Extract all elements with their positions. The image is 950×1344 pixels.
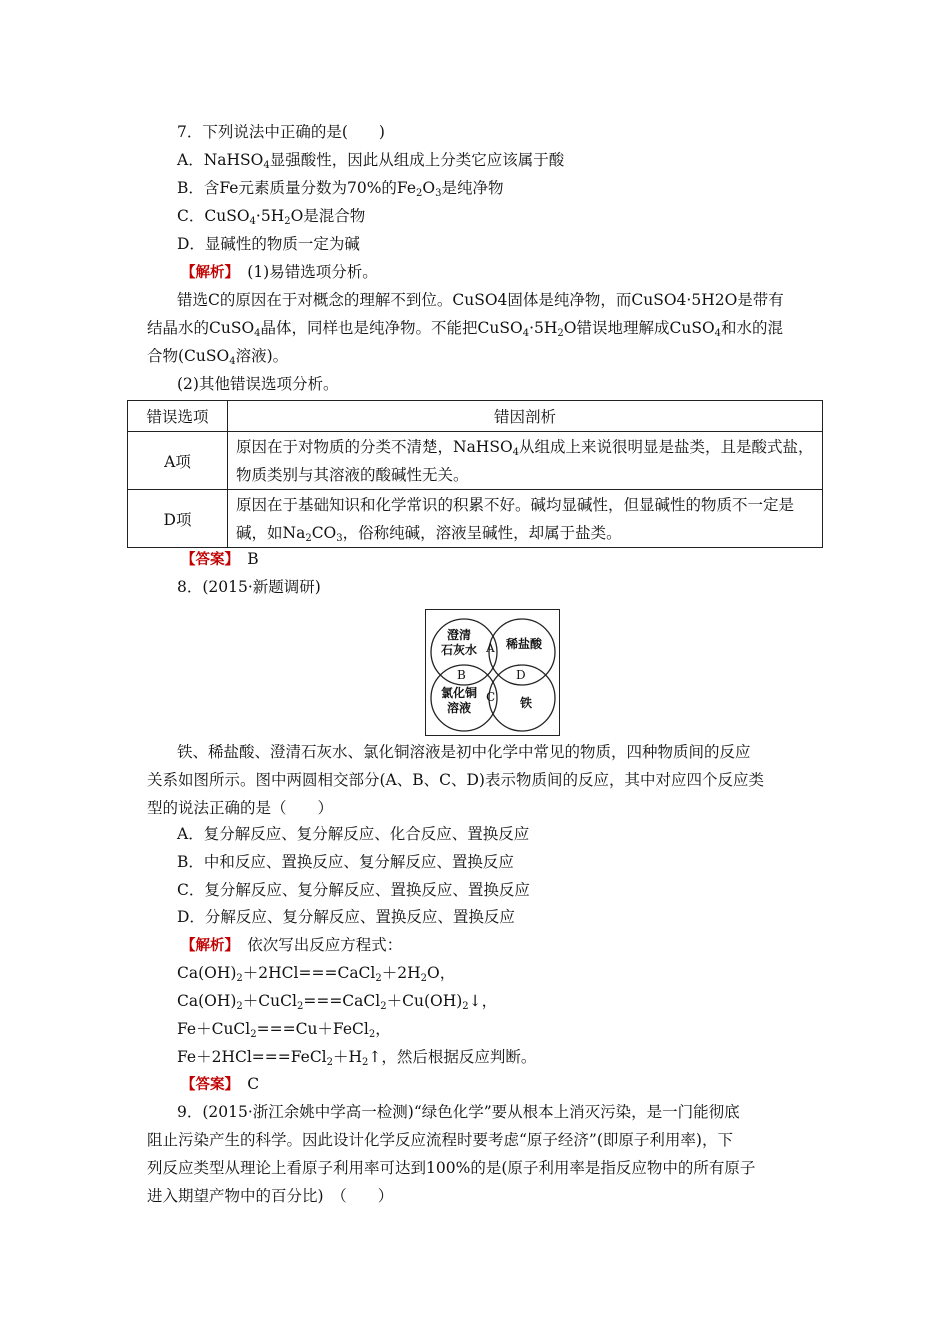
venn-intersection-c: C — [486, 690, 496, 704]
q7-explain-line2: 结晶水的CuSO$_4$晶体，同样也是纯净物。不能把$CuSO_4\cdot 5H_2O$错误地理解成CuSO$_4$和水的混 — [147, 319, 784, 339]
table-cell-option: D项 — [128, 490, 228, 548]
q8-text-line1: 铁、稀盐酸、澄清石灰水、氯化铜溶液是初中化学中常见的物质，四种物质间的反应 — [177, 743, 751, 761]
q8-option-a: A．复分解反应、复分解反应、化合反应、置换反应 — [177, 825, 530, 843]
q8-analysis: 【解析】 依次写出反应方程式： — [181, 936, 403, 954]
venn-label-iron: 铁 — [520, 696, 533, 710]
table-row — [128, 490, 823, 548]
venn-label-copper-chloride: 氯化铜 溶液 — [440, 686, 477, 715]
q7-stem: 7．下列说法中正确的是( ) — [177, 123, 385, 141]
q8-option-b: B．中和反应、置换反应、复分解反应、置换反应 — [177, 853, 514, 871]
table-cell-reason: 原因在于对物质的分类不清楚，NaHSO$_4$从组成上来说很明显是盐类，且是酸式盐，物质类别与其溶液的酸碱性无关。 — [228, 432, 823, 490]
q9-line2: 阻止污染产生的科学。因此设计化学反应流程时要考虑“原子经济”(即原子利用率)，下 — [147, 1131, 733, 1149]
q7-explain-line3: 合物(CuSO$_4$溶液)。 — [147, 347, 289, 367]
q8-equation-3: Fe＋CuCl$_2$===Cu＋FeCl$_2$， — [177, 1020, 391, 1040]
table-cell-reason: 原因在于基础知识和化学常识的积累不好。碱均显碱性，但显碱性的物质不一定是碱，如$Na_2CO_3$，俗称纯碱，溶液呈碱性，却属于盐类。 — [228, 490, 823, 548]
table-header-option: 错误选项 — [128, 401, 228, 432]
q9-line1: 9．(2015·浙江余姚中学高一检测)“绿色化学”要从根本上消灭污染，是一门能彻底 — [177, 1103, 740, 1121]
q7-option-c: C．$CuSO_4\cdot 5H_2O$是混合物 — [177, 207, 366, 227]
q8-equation-2: $Ca(OH)_2+CuCl_2===CaCl_2+Cu(OH)_2↓$， — [177, 992, 498, 1012]
q7-option-d: D．显碱性的物质一定为碱 — [177, 235, 360, 253]
analysis-tag: 【解析】 — [181, 938, 232, 954]
q8-equation-1: $Ca(OH)_2+2HCl===CaCl_2+2H_2O$， — [177, 964, 456, 984]
q7-analysis: 【解析】 (1)易错选项分析。 — [181, 263, 378, 281]
analysis-tag: 【解析】 — [181, 265, 232, 281]
answer-tag: 【答案】 — [181, 552, 232, 568]
q8-stem: 8．(2015·新题调研) — [177, 578, 321, 596]
venn-label-limewater: 澄清 石灰水 — [440, 628, 477, 657]
venn-label-acid: 稀盐酸 — [506, 637, 543, 651]
q8-equation-4: $Fe+2HCl===FeCl_2+H_2↑$，然后根据反应判断。 — [177, 1048, 537, 1068]
venn-intersection-a: A — [486, 641, 495, 655]
q8-option-c: C．复分解反应、复分解反应、置换反应、置换反应 — [177, 881, 530, 899]
q7-other-analysis: (2)其他错误选项分析。 — [177, 375, 339, 393]
q8-text-line2: 关系如图所示。图中两圆相交部分(A、B、C、D)表示物质间的反应，其中对应四个反应类 — [147, 771, 764, 789]
table-row — [128, 432, 823, 490]
table-header-row — [128, 401, 823, 432]
q7-option-a: A．NaHSO$_4$显强酸性，因此从组成上分类它应该属于酸 — [177, 151, 565, 171]
q9-line4: 进入期望产物中的百分比) （ ） — [147, 1187, 394, 1205]
table-cell-option: A项 — [128, 432, 228, 490]
q7-answer: 【答案】 B — [181, 550, 259, 568]
q7-option-b: B．含Fe元素质量分数为70%的$Fe_2O_3$是纯净物 — [177, 179, 504, 199]
venn-intersection-d: D — [516, 668, 526, 682]
answer-tag: 【答案】 — [181, 1077, 232, 1093]
table-header-reason: 错因剖析 — [228, 401, 823, 432]
error-analysis-table — [127, 400, 823, 548]
q8-answer: 【答案】 C — [181, 1075, 260, 1093]
venn-intersection-b: B — [457, 668, 466, 682]
q8-text-line3: 型的说法正确的是（ ） — [147, 799, 334, 817]
venn-diagram — [425, 609, 560, 736]
q7-explain-line1: 错选C的原因在于对概念的理解不到位。CuSO4固体是纯净物，而CuSO4·5H2O是带有 — [177, 291, 784, 309]
q8-option-d: D．分解反应、复分解反应、置换反应、置换反应 — [177, 908, 515, 926]
q9-line3: 列反应类型从理论上看原子利用率可达到100%的是(原子利用率是指反应物中的所有原子 — [147, 1159, 756, 1177]
